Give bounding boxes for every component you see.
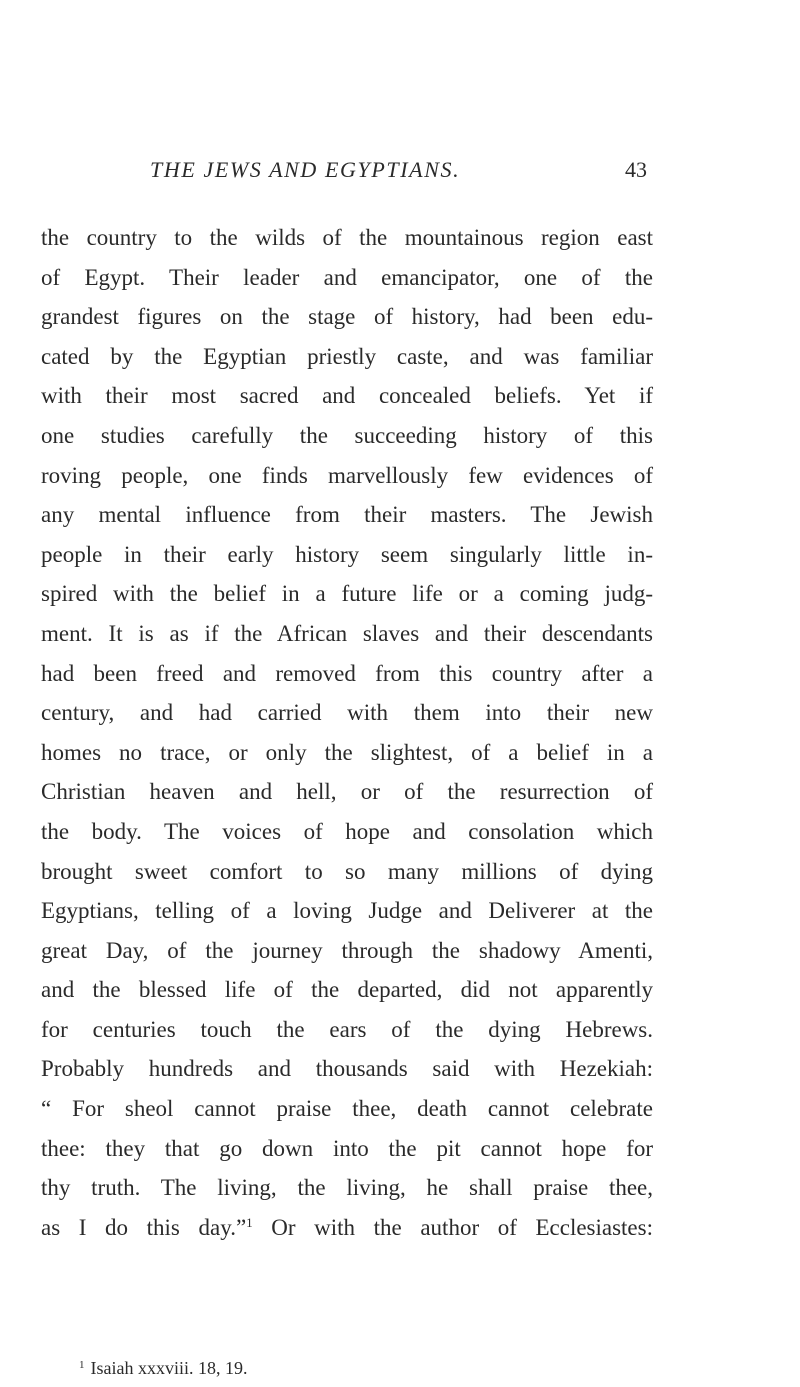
text-line: and the blessed life of the departed, did not apparently xyxy=(41,977,653,1003)
text-line: thy truth. The living, the living, he shall praise thee, xyxy=(41,1175,653,1201)
page-number: 43 xyxy=(625,157,647,182)
text-line: ment. It is as if the African slaves and their descendants xyxy=(41,620,653,646)
text-line: century, and had carried with them into their new xyxy=(41,700,653,726)
text-line: brought sweet comfort to so many millions of dying xyxy=(41,858,653,884)
text-fragment: as I do this day.” xyxy=(41,1214,247,1240)
text-line: the country to the wilds of the mountainous region east xyxy=(41,225,653,250)
text-line: had been freed and removed from this country after a xyxy=(41,660,653,686)
text-line: Christian heaven and hell, or of the resurrection of xyxy=(41,779,653,805)
text-line: homes no trace, or only the slightest, of a belief in a xyxy=(41,739,653,765)
text-line: the body. The voices of hope and consolation which xyxy=(41,818,653,844)
text-line: for centuries touch the ears of the dying Hebrews. xyxy=(41,1016,653,1042)
footnote-mark: 1 xyxy=(79,1359,85,1371)
footnote-reference[interactable]: 1 xyxy=(246,1214,253,1230)
text-line: spired with the belief in a future life or a coming judg- xyxy=(41,581,653,607)
text-line: with their most sacred and concealed beliefs. Yet if xyxy=(41,383,653,409)
text-fragment: Or with the author of Ecclesiastes: xyxy=(252,1214,653,1240)
footnote xyxy=(79,1358,247,1379)
text-line: Egyptians, telling of a loving Judge and Deliverer at the xyxy=(41,898,653,924)
text-line: “ For sheol cannot praise thee, death cannot celebrate xyxy=(41,1096,653,1122)
text-line: grandest figures on the stage of history, had been edu- xyxy=(41,304,653,330)
running-head xyxy=(150,157,647,187)
text-line: thee: they that go down into the pit cannot hope for xyxy=(41,1135,653,1161)
text-line: one studies carefully the succeeding history of this xyxy=(41,422,653,448)
text-line: cated by the Egyptian priestly caste, and was familiar xyxy=(41,343,653,369)
running-title: THE JEWS AND EGYPTIANS. xyxy=(150,157,461,182)
text-line: great Day, of the journey through the shadowy Amenti, xyxy=(41,937,653,963)
body-text xyxy=(41,218,653,1247)
footnote-text: Isaiah xxxviii. 18, 19. xyxy=(90,1358,248,1378)
text-line: people in their early history seem singularly little in- xyxy=(41,541,653,567)
text-line: Probably hundreds and thousands said with Hezekiah: xyxy=(41,1056,653,1082)
text-line: of Egypt. Their leader and emancipator, one of the xyxy=(41,264,653,290)
text-line: any mental influence from their masters. The Jewish xyxy=(41,502,653,528)
text-line-last xyxy=(41,1208,653,1248)
text-line: roving people, one finds marvellously few evidences of xyxy=(41,462,653,488)
